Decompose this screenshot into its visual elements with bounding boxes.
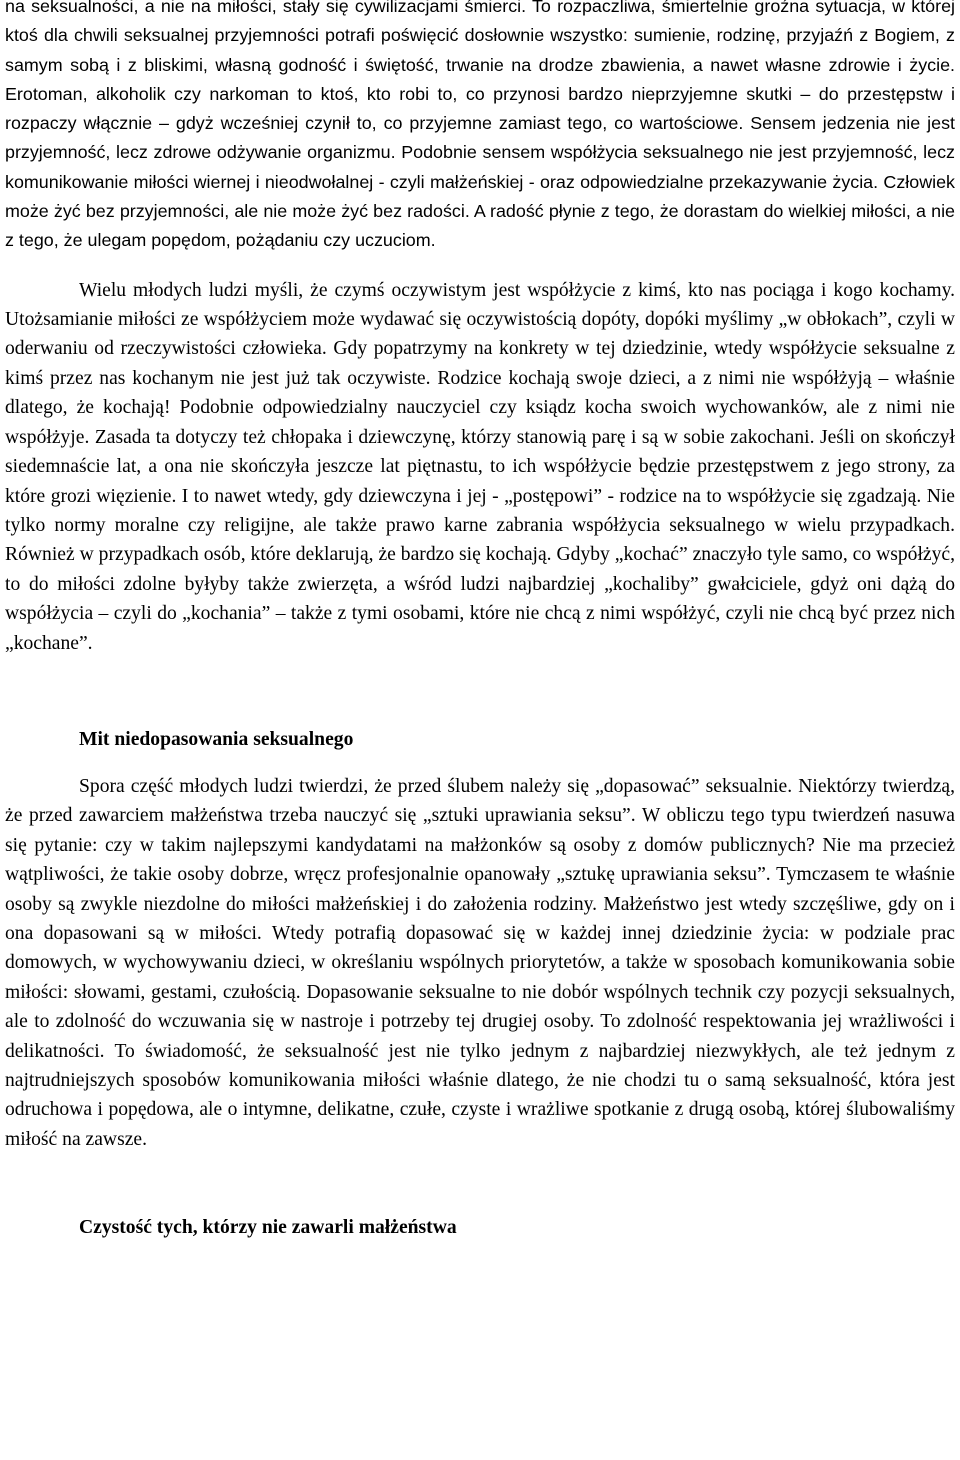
section-heading-1: Mit niedopasowania seksualnego [79,728,354,750]
paragraph-3: Spora część młodych ludzi twierdzi, że przed ślubem należy się „dopasować” seksualnie. Niektórzy twierdzą, że przed zawarciem małżeństwa trzeba nauczyć się „sztuki uprawiania seksu”. W obliczu tego typu twierdzeń nasuwa się pytanie: czy w takim najlepszymi kandydatami na małżonków są osoby z domów publicznych? Nie ma przecież wątpliwości, że takie osoby dobrze, wręcz profesjonalnie opanowały „sztukę uprawiania seksu”. Tymczasem te właśnie osoby są zwykle niezdolne do miłości małżeńskiej i do założenia rodziny. Małżeństwo jest wtedy szczęśliwe, gdy on i ona dopasowani są w miłości. Wtedy potrafią dopasować się w każdej innej dziedzinie życia: w podziale prac domowych, w wychowywaniu dzieci, w określaniu wspólnych priorytetów, a także w sposobach komunikowania sobie miłości: słowami, gestami, czułością. Dopasowanie seksualne to nie dobór wspólnych technik czy pozycji seksualnych, ale to zdolność do wczuwania się w nastroje i potrzeby tej drugiej osoby. To zdolność respektowania jej wrażliwości i delikatności. To świadomość, że seksualność jest nie tylko jednym z najbardziej niezwykłych, ale też jednym z najtrudniejszych sposobów komunikowania miłości właśnie dlatego, że nie chodzi tu o samą seksualność, która jest odruchowa i popędowa, ale o intymne, delikatne, czułe, czyste i wrażliwe spotkanie z drugą osobą, której ślubowaliśmy miłość na zawsze. [5,775,955,1150]
paragraph-1: na seksualności, a nie na miłości, stały się cywilizacjami śmierci. To rozpaczliwa, śmiertelnie groźna sytuacja, w której ktoś dla chwili seksualnej przyjemności potrafi poświęcić dosłownie wszystko: sumienie, rodzinę, przyjaźń z Bogiem, z samym sobą i z bliskimi, własną godność i świętość, trwanie na drodze zbawienia, a nawet własne zdrowie i życie. Erotoman, alkoholik czy narkoman to ktoś, kto robi to, co przynosi bardzo nieprzyjemne skutki – do przestępstw i rozpaczy włącznie – gdyż wcześniej czynił to, co przyjemne zamiast tego, co wartościowe. Sensem jedzenia nie jest przyjemność, lecz zdrowe odżywanie organizmu. Podobnie sensem współżycia seksualnego nie jest przyjemność, lecz komunikowanie miłości wiernej i nieodwołalnej - czyli małżeńskiej - oraz odpowiedzialne przekazywanie życia. Człowiek może żyć bez przyjemności, ale nie może żyć bez radości. A radość płynie z tego, że dorastam do wielkiej miłości, a nie z tego, że ulegam popędom, pożądaniu czy uczuciom. [5,0,955,251]
paragraph-2: Wielu młodych ludzi myśli, że czymś oczywistym jest współżycie z kimś, kto nas pociąga i kogo kochamy. Utożsamianie miłości ze współżyciem może wydawać się oczywistością dopóty, dopóki myślimy „w obłokach”, czyli w oderwaniu od rzeczywistości człowieka. Gdy popatrzymy na konkrety w tej dziedzinie, wtedy współżycie seksualne z kimś przez nas kochanym nie jest już tak oczywiste. Rodzice kochają swoje dzieci, a z nimi nie współżyją – właśnie dlatego, że kochają! Podobnie odpowiedzialny nauczyciel czy ksiądz kocha swoich wychowanków, ale z nimi nie współżyje. Zasada ta dotyczy też chłopaka i dziewczynę, którzy stanowią parę i są w sobie zakochani. Jeśli on skończył siedemnaście lat, a ona nie skończyła jeszcze lat piętnastu, to ich współżycie będzie przestępstwem z jego strony, za które grozi więzienie. I to nawet wtedy, gdy dziewczyna i jej - „postępowi” - rodzice na to współżycie się zgadzają. Nie tylko normy moralne czy religijne, ale także prawo karne zabrania współżycia seksualnego w wielu przypadkach. Również w przypadkach osób, które deklarują, że bardzo się kochają. Gdyby „kochać” znaczyło tyle samo, co współżyć, to do miłości zdolne byłyby także zwierzęta, a wśród ludzi najbardziej „kochaliby” gwałciciele, gdyż oni dążą do współżycia – czyli do „kochania” – także z tymi osobami, które nie chcą z nimi współżyć, czyli nie chcą być przez nich „kochane”. [5,279,955,654]
section-heading-2: Czystość tych, którzy nie zawarli małżeństwa [79,1217,457,1239]
document-page [5,0,955,1242]
